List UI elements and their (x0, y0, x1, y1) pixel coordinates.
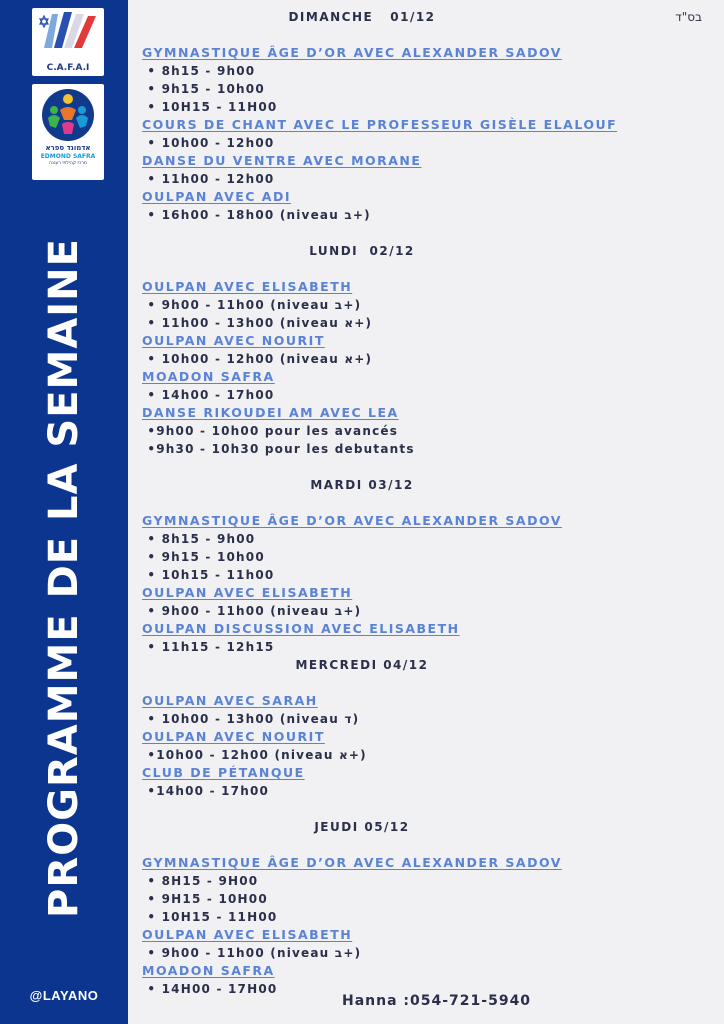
activity-title[interactable]: OULPAN AVEC NOURIT (142, 729, 325, 744)
time-slot: • 10h00 - 12h00 (142, 136, 275, 150)
activity-title[interactable]: OULPAN AVEC SARAH (142, 693, 318, 708)
day-block-jeudi (142, 818, 702, 998)
community-people-icon (32, 84, 104, 144)
edmond-safra-name: EDMOND SAFRA (40, 153, 96, 160)
time-slot: • 10h15 - 11h00 (142, 568, 275, 582)
activity-title[interactable]: OULPAN AVEC ELISABETH (142, 585, 353, 600)
activity-title[interactable]: OULPAN AVEC ELISABETH (142, 279, 353, 294)
time-slot: • 9h00 - 11h00 (niveau ב+) (142, 298, 362, 312)
activity-title[interactable]: OULPAN AVEC ELISABETH (142, 927, 353, 942)
edmond-safra-subtitle: מרכז קהילתי רעננה (49, 161, 87, 166)
day-heading: MERCREDI 04/12 (295, 658, 429, 672)
edmond-safra-hebrew-name: אדמונד ספרא (45, 144, 91, 152)
time-slot: • 11h00 - 13h00 (niveau א+) (142, 316, 373, 330)
activity-title[interactable]: MOADON SAFRA (142, 369, 275, 384)
day-block-mardi (142, 476, 702, 656)
time-slot: • 9H15 - 10H00 (142, 892, 268, 906)
activity-title[interactable]: GYMNASTIQUE ÂGE D’OR AVEC ALEXANDER SADOV (142, 45, 562, 60)
sidebar (0, 0, 128, 1024)
time-slot: • 9h00 - 11h00 (niveau ב+) (142, 946, 362, 960)
time-slot: • 9h15 - 10h00 (142, 82, 265, 96)
time-slot: •9h30 - 10h30 pour les debutants (142, 442, 415, 456)
time-slot: • 10h00 - 13h00 (niveau ד) (142, 712, 360, 726)
activity-title[interactable]: MOADON SAFRA (142, 963, 275, 978)
day-heading: JEUDI 05/12 (314, 820, 410, 834)
time-slot: • 10H15 - 11H00 (142, 910, 278, 924)
day-heading: LUNDI 02/12 (309, 244, 415, 258)
social-handle: @LAYANO (29, 988, 99, 1003)
activity-title[interactable]: OULPAN DISCUSSION AVEC ELISABETH (142, 621, 460, 636)
cafai-logo-text: C.A.F.A.I (46, 63, 90, 73)
time-slot: • 14H00 - 17H00 (142, 982, 278, 996)
time-slot: • 14h00 - 17h00 (142, 388, 275, 402)
hebrew-mark: בס"ד (675, 10, 702, 24)
programme-title: PROGRAMME DE LA SEMAINE (41, 238, 87, 918)
time-slot: • 16h00 - 18h00 (niveau ב+) (142, 208, 371, 222)
activity-title[interactable]: GYMNASTIQUE ÂGE D’OR AVEC ALEXANDER SADOV (142, 855, 562, 870)
time-slot: • 9h15 - 10h00 (142, 550, 265, 564)
activity-title[interactable]: OULPAN AVEC ADI (142, 189, 292, 204)
time-slot: • 8h15 - 9h00 (142, 532, 256, 546)
time-slot: • 11h15 - 12h15 (142, 640, 275, 654)
cafai-logo (32, 8, 104, 76)
day-heading: MARDI 03/12 (310, 478, 414, 492)
time-slot: • 9h00 - 11h00 (niveau ב+) (142, 604, 362, 618)
contact-phone: Hanna :054-721-5940 (342, 993, 532, 1009)
day-block-dimanche (142, 8, 702, 224)
edmond-safra-logo (32, 84, 104, 180)
day-block-mercredi (142, 656, 702, 800)
activity-title[interactable]: DANSE DU VENTRE AVEC MORANE (142, 153, 422, 168)
activity-title[interactable]: DANSE RIKOUDEI AM AVEC LEA (142, 405, 399, 420)
time-slot: • 10H15 - 11H00 (142, 100, 278, 114)
day-block-lundi (142, 242, 702, 458)
activity-title[interactable]: CLUB DE PÉTANQUE (142, 765, 305, 780)
day-heading: DIMANCHE 01/12 (288, 10, 436, 24)
time-slot: • 10h00 - 12h00 (niveau א+) (142, 352, 373, 366)
time-slot: • 11h00 - 12h00 (142, 172, 275, 186)
time-slot: •10h00 - 12h00 (niveau א+) (142, 748, 367, 762)
time-slot: •9h00 - 10h00 pour les avancés (142, 424, 399, 438)
cafai-emblem-icon (32, 8, 104, 64)
schedule (142, 8, 702, 998)
activity-title[interactable]: OULPAN AVEC NOURIT (142, 333, 325, 348)
time-slot: • 8h15 - 9h00 (142, 64, 256, 78)
time-slot: •14h00 - 17h00 (142, 784, 270, 798)
activity-title[interactable]: GYMNASTIQUE ÂGE D’OR AVEC ALEXANDER SADOV (142, 513, 562, 528)
activity-title[interactable]: COURS DE CHANT AVEC LE PROFESSEUR GISÈLE ELALOUF (142, 117, 618, 132)
time-slot: • 8H15 - 9H00 (142, 874, 259, 888)
